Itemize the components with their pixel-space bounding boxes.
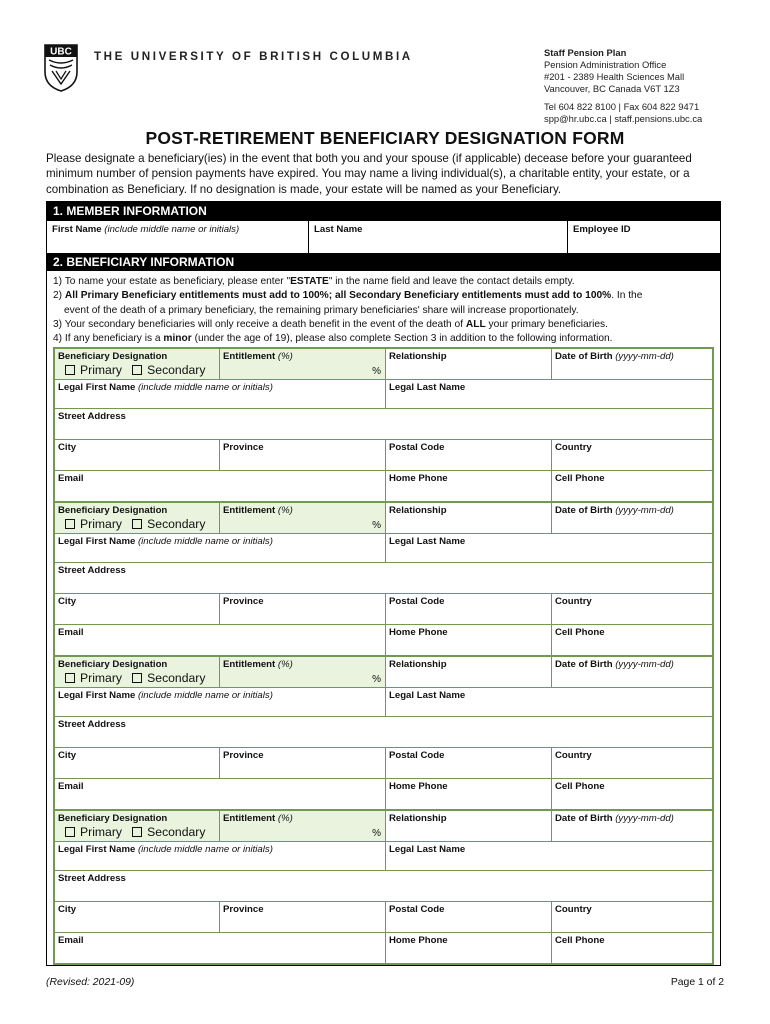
section1-heading: 1. MEMBER INFORMATION: [47, 202, 720, 220]
legal-first-hint: (include middle name or initials): [137, 844, 273, 856]
cell-phone-field[interactable]: [552, 625, 712, 655]
legal-first-label: Legal First Name: [58, 690, 136, 702]
beneficiary-block: [53, 347, 714, 501]
relationship-label: Relationship: [389, 813, 447, 825]
cell-phone-field[interactable]: [552, 933, 712, 963]
primary-checkbox[interactable]: [65, 365, 75, 375]
page-header: [44, 44, 724, 124]
secondary-checkbox[interactable]: [132, 365, 142, 375]
dob-format: (yyyy-mm-dd): [615, 505, 674, 517]
street-label: Street Address: [58, 565, 126, 577]
city-field[interactable]: [55, 748, 220, 778]
legal-last-name-field[interactable]: [386, 534, 712, 562]
cell-phone-label: Cell Phone: [555, 473, 605, 485]
dob-field[interactable]: [552, 811, 712, 841]
country-label: Country: [555, 596, 592, 608]
email-line: spp@hr.ubc.ca | staff.pensions.ubc.ca: [544, 113, 703, 124]
province-field[interactable]: [220, 594, 386, 624]
university-name: THE UNIVERSITY OF BRITISH COLUMBIA: [94, 50, 413, 63]
secondary-checkbox[interactable]: [132, 827, 142, 837]
primary-checkbox[interactable]: [65, 827, 75, 837]
province-field[interactable]: [220, 902, 386, 932]
dob-field[interactable]: [552, 657, 712, 687]
last-name-field[interactable]: [309, 221, 568, 253]
dob-field[interactable]: [552, 503, 712, 533]
street-label: Street Address: [58, 411, 126, 423]
city-label: City: [58, 904, 77, 916]
relationship-field[interactable]: [386, 657, 552, 687]
street-label: Street Address: [58, 873, 126, 885]
primary-checkbox[interactable]: [65, 673, 75, 683]
legal-first-label: Legal First Name: [58, 536, 136, 548]
country-field[interactable]: [552, 440, 712, 470]
entitlement-unit: (%): [277, 813, 293, 825]
street-label: Street Address: [58, 719, 126, 731]
city-field[interactable]: [55, 902, 220, 932]
legal-first-label: Legal First Name: [58, 382, 136, 394]
province-field[interactable]: [220, 748, 386, 778]
primary-checkbox[interactable]: [65, 519, 75, 529]
country-field[interactable]: [552, 748, 712, 778]
legal-first-name-field[interactable]: [55, 380, 386, 408]
province-label: Province: [223, 750, 264, 762]
entitlement-unit: (%): [277, 351, 293, 363]
dob-label: Date of Birth: [555, 659, 613, 671]
country-label: Country: [555, 750, 592, 762]
legal-last-name-field[interactable]: [386, 842, 712, 870]
entitlement-unit: (%): [277, 505, 293, 517]
cell-phone-label: Cell Phone: [555, 627, 605, 639]
city-field[interactable]: [55, 594, 220, 624]
secondary-checkbox[interactable]: [132, 673, 142, 683]
form-title: POST-RETIREMENT BENEFICIARY DESIGNATION FORM: [145, 128, 625, 148]
designation-field: [55, 349, 220, 379]
country-label: Country: [555, 442, 592, 454]
email-field[interactable]: [55, 471, 386, 501]
beneficiary-blocks: [47, 347, 720, 965]
country-field[interactable]: [552, 594, 712, 624]
last-name-label: Last Name: [314, 224, 363, 235]
home-phone-label: Home Phone: [389, 627, 448, 639]
percent-sign: %: [372, 366, 381, 378]
legal-first-name-field[interactable]: [55, 842, 386, 870]
email-field[interactable]: [55, 933, 386, 963]
page-number: Page 1 of 2: [670, 977, 724, 988]
designation-field: [55, 503, 220, 533]
relationship-field[interactable]: [386, 811, 552, 841]
legal-last-label: Legal Last Name: [389, 382, 466, 394]
office-line: Pension Administration Office: [544, 59, 667, 70]
percent-sign: %: [372, 520, 381, 532]
note-2: 2) All Primary Beneficiary entitlements must add to 100%; all Secondary Beneficiary entitlements must add to 100%. In the: [53, 290, 643, 302]
city-label: City: [58, 596, 77, 608]
employee-id-field[interactable]: [568, 221, 720, 253]
cell-phone-label: Cell Phone: [555, 781, 605, 793]
dob-format: (yyyy-mm-dd): [615, 351, 674, 363]
intro-text: Please designate a beneficiary(ies) in the event that both you and your spouse (if applicable) decease before your guaranteed minimum number of pension payments have expired. You may name a living individual(s), a charitable entity, your estate, or a combination as Beneficiary. If no designation is made, your estate will be named as your Beneficiary.: [46, 152, 692, 196]
entitlement-field[interactable]: [220, 503, 386, 533]
province-label: Province: [223, 596, 264, 608]
postal-code-field[interactable]: [386, 594, 552, 624]
legal-first-hint: (include middle name or initials): [137, 690, 273, 702]
entitlement-unit: (%): [277, 659, 293, 671]
email-label: Email: [58, 781, 84, 793]
relationship-label: Relationship: [389, 505, 447, 517]
email-label: Email: [58, 627, 84, 639]
dob-format: (yyyy-mm-dd): [615, 813, 674, 825]
first-name-field[interactable]: [47, 221, 309, 253]
designation-label: Beneficiary Designation: [58, 351, 168, 363]
dob-label: Date of Birth: [555, 505, 613, 517]
legal-last-label: Legal Last Name: [389, 536, 466, 548]
home-phone-field[interactable]: [386, 933, 552, 963]
email-label: Email: [58, 935, 84, 947]
legal-first-name-field[interactable]: [55, 688, 386, 716]
relationship-field[interactable]: [386, 503, 552, 533]
dob-label: Date of Birth: [555, 351, 613, 363]
secondary-label: Secondary: [147, 517, 206, 532]
designation-field: [55, 811, 220, 841]
section2-heading: 2. BENEFICIARY INFORMATION: [47, 253, 720, 271]
postal-label: Postal Code: [389, 750, 445, 762]
home-phone-field[interactable]: [386, 625, 552, 655]
legal-first-name-field[interactable]: [55, 534, 386, 562]
office-line: #201 - 2389 Health Sciences Mall: [544, 71, 685, 82]
office-line: Vancouver, BC Canada V6T 1Z3: [544, 83, 680, 94]
entitlement-label: Entitlement: [223, 351, 276, 363]
entitlement-label: Entitlement: [223, 813, 276, 825]
dob-format: (yyyy-mm-dd): [615, 659, 674, 671]
member-info-row: [47, 220, 720, 253]
phone-line: Tel 604 822 8100 | Fax 604 822 9471: [544, 101, 700, 112]
home-phone-label: Home Phone: [389, 781, 448, 793]
street-address-field[interactable]: [55, 409, 712, 439]
postal-label: Postal Code: [389, 442, 445, 454]
secondary-label: Secondary: [147, 671, 206, 686]
note-2-continued: event of the death of a primary beneficiary, the remaining primary beneficiaries' share will increase proportionately.: [64, 304, 579, 316]
percent-sign: %: [372, 674, 381, 686]
office-contact: [544, 47, 702, 125]
legal-last-label: Legal Last Name: [389, 690, 466, 702]
street-address-field[interactable]: [55, 871, 712, 901]
primary-label: Primary: [80, 671, 122, 686]
secondary-checkbox[interactable]: [132, 519, 142, 529]
postal-label: Postal Code: [389, 596, 445, 608]
cell-phone-label: Cell Phone: [555, 935, 605, 947]
primary-label: Primary: [80, 363, 122, 378]
legal-last-name-field[interactable]: [386, 380, 712, 408]
cell-phone-field[interactable]: [552, 471, 712, 501]
primary-label: Primary: [80, 517, 122, 532]
office-title: Staff Pension Plan: [544, 47, 627, 58]
postal-code-field[interactable]: [386, 902, 552, 932]
home-phone-field[interactable]: [386, 779, 552, 809]
form-body: [46, 201, 721, 966]
note-1: 1) To name your estate as beneficiary, please enter "ESTATE" in the name field and leave the contact details empty.: [53, 276, 575, 287]
postal-code-field[interactable]: [386, 748, 552, 778]
beneficiary-notes: [47, 271, 720, 347]
note-3: 3) Your secondary beneficiaries will only receive a death benefit in the event of the death of ALL your primary beneficiaries.: [53, 318, 608, 330]
entitlement-label: Entitlement: [223, 505, 276, 517]
primary-label: Primary: [80, 825, 122, 840]
entitlement-field[interactable]: [220, 811, 386, 841]
city-field[interactable]: [55, 440, 220, 470]
revised-date: (Revised: 2021-09): [46, 977, 135, 988]
percent-sign: %: [372, 828, 381, 840]
email-field[interactable]: [55, 779, 386, 809]
designation-field: [55, 657, 220, 687]
province-label: Province: [223, 442, 264, 454]
secondary-label: Secondary: [147, 825, 206, 840]
country-field[interactable]: [552, 902, 712, 932]
beneficiary-block: [53, 655, 714, 809]
secondary-label: Secondary: [147, 363, 206, 378]
city-label: City: [58, 442, 77, 454]
first-name-label: First Name: [52, 224, 102, 235]
designation-label: Beneficiary Designation: [58, 813, 168, 825]
relationship-label: Relationship: [389, 659, 447, 671]
legal-first-hint: (include middle name or initials): [137, 536, 273, 548]
street-address-field[interactable]: [55, 717, 712, 747]
entitlement-label: Entitlement: [223, 659, 276, 671]
first-name-hint: (include middle name or initials): [104, 224, 240, 235]
relationship-field[interactable]: [386, 349, 552, 379]
dob-field[interactable]: [552, 349, 712, 379]
postal-label: Postal Code: [389, 904, 445, 916]
employee-id-label: Employee ID: [573, 224, 631, 235]
ubc-logo-icon: [44, 44, 78, 92]
country-label: Country: [555, 904, 592, 916]
relationship-label: Relationship: [389, 351, 447, 363]
beneficiary-block: [53, 501, 714, 655]
note-4: 4) If any beneficiary is a minor (under the age of 19), please also complete Section 3 in addition to the following information.: [53, 333, 613, 345]
province-field[interactable]: [220, 440, 386, 470]
designation-label: Beneficiary Designation: [58, 659, 168, 671]
legal-first-hint: (include middle name or initials): [137, 382, 273, 394]
entitlement-field[interactable]: [220, 349, 386, 379]
legal-first-label: Legal First Name: [58, 844, 136, 856]
province-label: Province: [223, 904, 264, 916]
email-field[interactable]: [55, 625, 386, 655]
street-address-field[interactable]: [55, 563, 712, 593]
home-phone-label: Home Phone: [389, 935, 448, 947]
dob-label: Date of Birth: [555, 813, 613, 825]
email-label: Email: [58, 473, 84, 485]
entitlement-field[interactable]: [220, 657, 386, 687]
postal-code-field[interactable]: [386, 440, 552, 470]
legal-last-label: Legal Last Name: [389, 844, 466, 856]
city-label: City: [58, 750, 77, 762]
home-phone-label: Home Phone: [389, 473, 448, 485]
logo-text: UBC: [50, 46, 72, 58]
home-phone-field[interactable]: [386, 471, 552, 501]
beneficiary-block: [53, 809, 714, 965]
legal-last-name-field[interactable]: [386, 688, 712, 716]
cell-phone-field[interactable]: [552, 779, 712, 809]
designation-label: Beneficiary Designation: [58, 505, 168, 517]
